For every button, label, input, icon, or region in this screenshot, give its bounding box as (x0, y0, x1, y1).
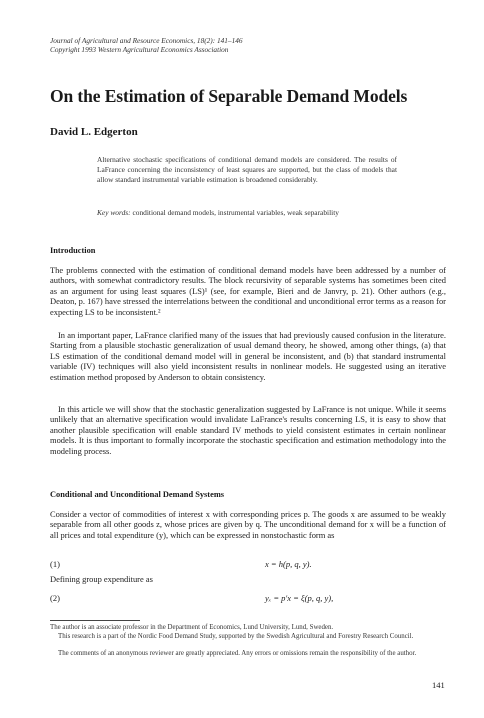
copyright-notice: Copyright 1993 Western Agricultural Economics Association (50, 45, 229, 54)
equation-2-number: (2) (50, 593, 60, 603)
article-title: On the Estimation of Separable Demand Models (50, 86, 408, 106)
equation-2-expression: yₓ = p′x = ξ(p, q, y), (265, 593, 334, 603)
keywords-text: conditional demand models, instrumental variables, weak separability (132, 208, 339, 217)
intro-paragraph-2: In an important paper, LaFrance clarified many of the issues that had previously caused confusion in the literature. Starting from a plausible stochastic generalization of usual demand theory, he showed, among other things, (a) that LS estimation of the conditional demand model will in general be inconsistent, and (b) that standard instrumental variable (IV) techniques will also yield inconsistent results in nonlinear models. He suggested using an iterative estimation method proposed by Anderson to obtain consistency. (50, 330, 446, 382)
footnote-author: The author is an associate professor in the Department of Economics, Lund University, Lund, Sweden. (50, 624, 334, 631)
section-heading-conditional-demand: Conditional and Unconditional Demand Systems (50, 490, 225, 499)
running-header (50, 36, 450, 54)
journal-citation: Journal of Agricultural and Resource Economics, 18(2): 141–146 (50, 36, 243, 45)
abstract: Alternative stochastic specifications of conditional demand models are considered. The results of LaFrance concerning the inconsistency of least squares are supported, but the class of models that allow standard instrumental variable estimation is broadened considerably. (97, 155, 397, 184)
footnote-divider (50, 620, 140, 621)
equation-1-number: (1) (50, 559, 60, 569)
conditional-paragraph-1: Consider a vector of commodities of interest x with corresponding prices p. The goods x are assumed to be weakly separable from all other goods z, whose prices are given by q. The unconditional demand for x will be a function of all prices and total expenditure (y), which can be expressed in nonstochastic form as (50, 509, 446, 540)
keywords-label: Key words: (97, 208, 131, 217)
intro-paragraph-1: The problems connected with the estimation of conditional demand models have been addressed by a number of authors, with somewhat contradictory results. The block recursivity of separable systems has sometimes been cited as an argument for using least squares (LS)¹ (see, for example, Bieri and de Janvry, p. 21). Other authors (e.g., Deaton, p. 167) have stressed the interrelations between the conditional and unconditional error terms as a reason for expecting LS to be inconsistent.² (50, 265, 446, 317)
footnote-comments: The comments of an anonymous reviewer are greatly appreciated. Any errors or omissions remain the responsibility of the author. (58, 650, 417, 657)
equation-2 (50, 593, 446, 604)
equation-1-expression: x = h(p, q, y). (265, 559, 312, 569)
section-heading-introduction: Introduction (50, 246, 96, 255)
intro-paragraph-3: In this article we will show that the stochastic generalization suggested by LaFrance is not unique. While it seems unlikely that an alternative specification would invalidate LaFrance's results concerning LS, it is easy to show that another plausible specification will enable standard IV methods to yield consistent estimates in certain nonlinear models. It is thus important to formally incorporate the stochastic specification and estimation methodology into the modeling process. (50, 404, 446, 456)
page-number: 141 (432, 680, 445, 690)
keywords (97, 208, 397, 218)
defining-text: Defining group expenditure as (50, 574, 153, 584)
author-name: David L. Edgerton (50, 126, 138, 138)
equation-1 (50, 559, 446, 570)
footnote-research: This research is a part of the Nordic Food Demand Study, supported by the Swedish Agricultural and Forestry Research Council. (58, 633, 414, 640)
